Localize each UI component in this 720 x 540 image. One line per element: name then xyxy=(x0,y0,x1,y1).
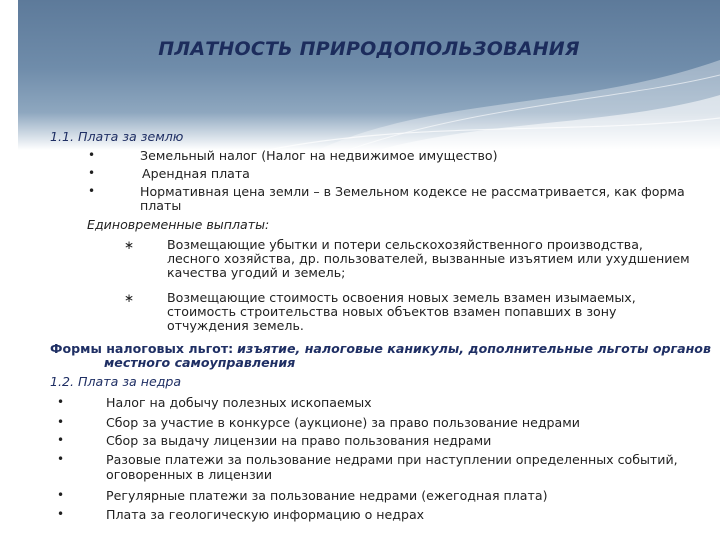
list-item: Нормативная цена земли – в Земельном кодексе не рассматривается, как форма xyxy=(140,184,685,199)
list-item: Арендная плата xyxy=(142,166,250,181)
one-time-item: Возмещающие стоимость освоения новых земель взамен изымаемых, xyxy=(167,290,636,305)
bullet-icon: • xyxy=(88,166,96,180)
star-bullet-icon: ∗ xyxy=(124,291,135,305)
bullet-icon: • xyxy=(57,433,65,447)
list-item: Разовые платежи за пользование недрами при наступлении определенных событий, xyxy=(106,452,678,467)
bullet-icon: • xyxy=(57,488,65,502)
tax-benefits-label: Формы налоговых льгот: xyxy=(50,341,234,356)
title-banner xyxy=(18,0,720,150)
bullet-icon: • xyxy=(57,507,65,521)
list-item-continuation: платы xyxy=(140,198,182,213)
list-item-continuation: оговоренных в лицензии xyxy=(106,467,273,482)
list-item: Земельный налог (Налог на недвижимое имущество) xyxy=(140,148,498,163)
page-title: ПЛАТНОСТЬ ПРИРОДОПОЛЬЗОВАНИЯ xyxy=(158,38,580,60)
one-time-item-continuation: лесного хозяйства, др. пользователей, вызванные изъятием или ухудшением xyxy=(167,251,690,266)
list-item: Сбор за участие в конкурсе (аукционе) за право пользование недрами xyxy=(106,415,580,430)
bullet-icon: • xyxy=(57,395,65,409)
one-time-item-continuation: стоимость строительства новых объектов взамен попавших в зону xyxy=(167,304,617,319)
one-time-item: Возмещающие убытки и потери сельскохозяйственного производства, xyxy=(167,237,643,252)
list-item: Сбор за выдачу лицензии на право пользования недрами xyxy=(106,433,492,448)
section-heading-subsoil: 1.2. Плата за недра xyxy=(50,374,182,389)
list-item: Налог на добычу полезных ископаемых xyxy=(106,395,372,410)
tax-benefits-line xyxy=(50,342,711,356)
one-time-item-continuation: отчуждения земель. xyxy=(167,318,304,333)
bullet-icon: • xyxy=(57,452,65,466)
list-item: Плата за геологическую информацию о недрах xyxy=(106,507,425,522)
list-item: Регулярные платежи за пользование недрами (ежегодная плата) xyxy=(106,488,548,503)
tax-benefits-text: изъятие, налоговые каникулы, дополнительные льготы органов xyxy=(237,341,711,356)
bullet-icon: • xyxy=(88,184,96,198)
banner-waves xyxy=(18,0,720,150)
star-bullet-icon: ∗ xyxy=(124,238,135,252)
one-time-item-continuation: качества угодий и земель; xyxy=(167,265,346,280)
one-time-heading: Единовременные выплаты: xyxy=(87,217,270,232)
tax-benefits-continuation: местного самоуправления xyxy=(104,355,296,370)
section-heading-land: 1.1. Плата за землю xyxy=(50,129,184,144)
bullet-icon: • xyxy=(57,415,65,429)
bullet-icon: • xyxy=(88,148,96,162)
